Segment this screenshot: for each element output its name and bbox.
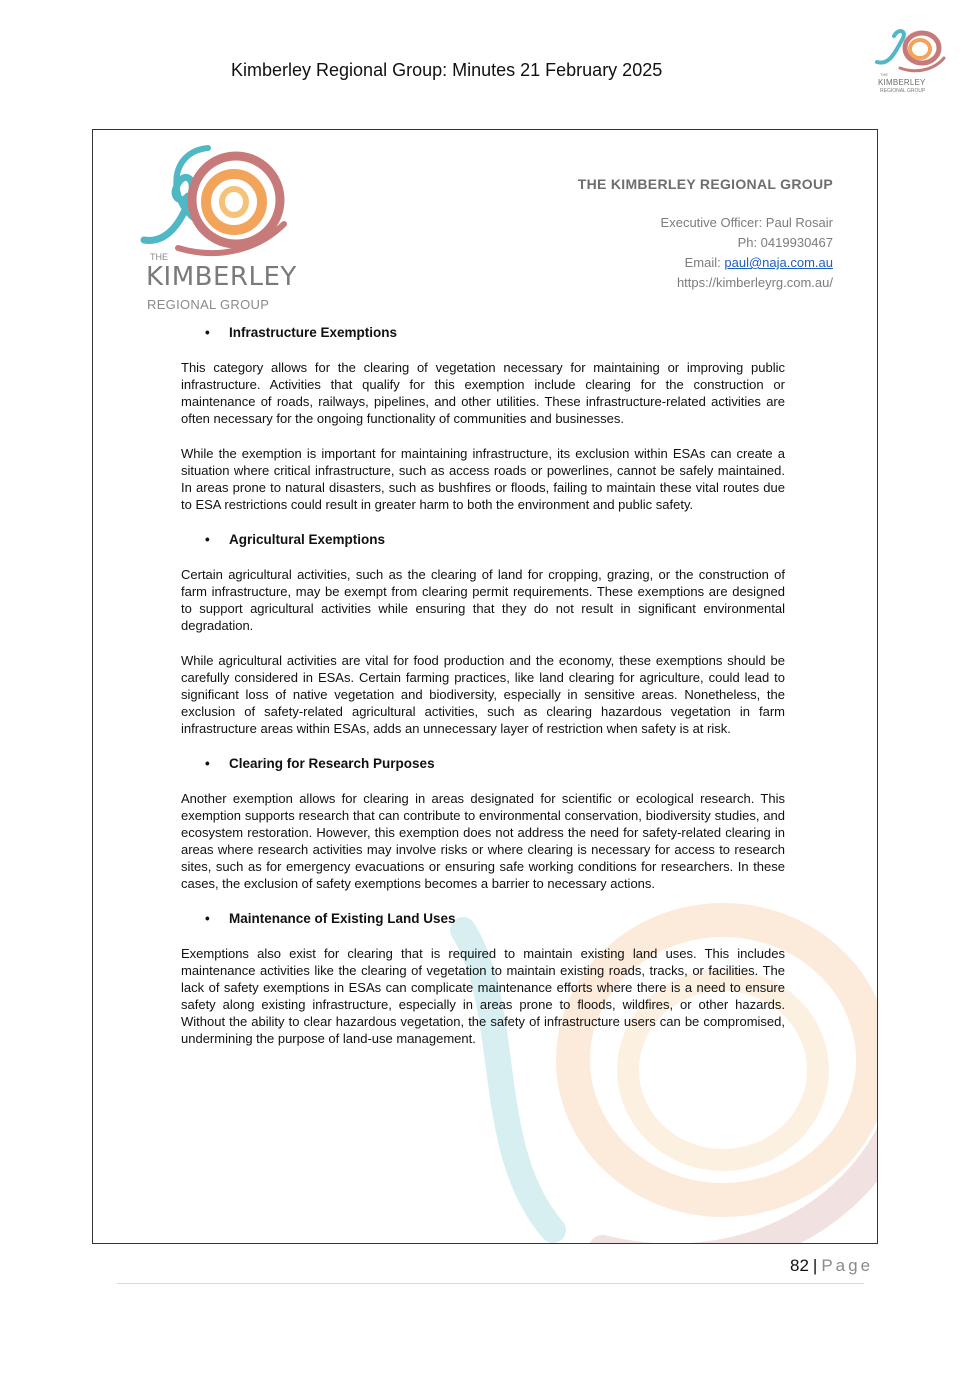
bullet-icon: • bbox=[205, 911, 210, 926]
page-header-title: Kimberley Regional Group: Minutes 21 February 2025 bbox=[231, 60, 663, 80]
header-logo-the: THE bbox=[880, 72, 888, 77]
section-heading bbox=[181, 324, 785, 341]
section-heading-text: Agricultural Exemptions bbox=[229, 532, 386, 547]
kimberley-swirl-logo-icon bbox=[872, 22, 952, 74]
paragraph: Another exemption allows for clearing in areas designated for scientific or ecological research. This exemption supports research that can contribute to environmental conservation, biodiversity studies, and ecosystem restoration. However, this exemption does not address the need for safety-related clearing in areas where research activities may involve risks or where clearing is necessary for access to research sites, such as for emergency evacuations or ensuring safe working conditions for researchers. In these cases, the exclusion of safety exemptions becomes a barrier to necessary actions. bbox=[181, 791, 785, 891]
org-logo bbox=[138, 140, 298, 310]
org-logo-sub: REGIONAL GROUP bbox=[147, 297, 270, 312]
section-heading-text: Maintenance of Existing Land Uses bbox=[229, 911, 456, 926]
org-logo-name: KIMBERLEY bbox=[146, 262, 297, 292]
header-logo-name: KIMBERLEY bbox=[878, 78, 926, 87]
bullet-icon: • bbox=[205, 325, 210, 340]
page-number bbox=[790, 1256, 873, 1276]
page-number-value: 82 bbox=[790, 1256, 809, 1275]
bullet-icon: • bbox=[205, 532, 210, 547]
header-logo-sub: REGIONAL GROUP bbox=[880, 88, 926, 94]
page-number-separator: | bbox=[812, 1256, 818, 1275]
contact-website[interactable]: https://kimberleyrg.com.au/ bbox=[676, 275, 833, 290]
section-heading bbox=[181, 531, 785, 548]
page-word: Page bbox=[821, 1256, 874, 1275]
contact-email-label: Email: bbox=[684, 255, 721, 270]
org-logo-the: THE bbox=[150, 252, 168, 262]
section-heading bbox=[181, 755, 785, 772]
section-heading-text: Clearing for Research Purposes bbox=[229, 756, 435, 771]
letter-frame bbox=[92, 129, 878, 1244]
contact-officer: Executive Officer: Paul Rosair bbox=[660, 215, 833, 230]
paragraph: While agricultural activities are vital for food production and the economy, these exemptions should be carefully considered in ESAs. Certain farming practices, like land clearing for agriculture, could lead to significant loss of native vegetation and biodiversity, especially in sensitive areas. Nonetheless, the exclusion of safety-related agricultural activities, such as clearing hazardous vegetation in farm infrastructure areas within ESAs, adds an unnecessary layer of restriction when safety is at risk. bbox=[181, 653, 785, 736]
body-text bbox=[181, 324, 785, 1065]
paragraph: While the exemption is important for maintaining infrastructure, its exclusion within ESAs can create a situation where critical infrastructure, such as access roads or powerlines, cannot be safely maintained. In areas prone to natural disasters, such as bushfires or floods, failing to maintain these vital routes due to ESA restrictions could result in greater harm to both the environment and public safety. bbox=[181, 446, 785, 512]
paragraph: This category allows for the clearing of vegetation necessary for maintaining or improving public infrastructure. Activities that qualify for this exemption include clearing for the construction or maintenance of roads, railways, pipelines, and other utilities. These infrastructure-related activities are often necessary for the ongoing functionality of communities and businesses. bbox=[181, 360, 785, 426]
contact-email-link[interactable]: paul@naja.com.au bbox=[724, 255, 833, 270]
contact-email-row bbox=[578, 253, 833, 273]
contact-phone: Ph: 0419930467 bbox=[737, 235, 833, 250]
kimberley-swirl-logo-icon bbox=[138, 140, 288, 260]
paragraph: Certain agricultural activities, such as the clearing of land for cropping, grazing, or the construction of farm infrastructure, may be exempt from clearing permit requirements. These exemptions are designed to support agricultural activities while ensuring that they do not result in significant environmental degradation. bbox=[181, 567, 785, 633]
paragraph: Exemptions also exist for clearing that is required to maintain existing land uses. This includes maintenance activities like the clearing of vegetation to maintain existing roads, tracks, or facilities. The lack of safety exemptions in ESAs can complicate maintenance efforts where there is a need to ensure safety along existing infrastructure, especially in areas prone to floods, wildfires, or other hazards. Without the ability to clear hazardous vegetation, the safety of infrastructure users can be compromised, undermining the purpose of land-use management. bbox=[181, 946, 785, 1046]
contact-org-name: THE KIMBERLEY REGIONAL GROUP bbox=[577, 176, 833, 192]
bullet-icon: • bbox=[205, 756, 210, 771]
contact-block bbox=[578, 174, 833, 293]
section-heading-text: Infrastructure Exemptions bbox=[229, 325, 398, 340]
footer-divider bbox=[117, 1283, 864, 1284]
section-heading bbox=[181, 910, 785, 927]
header-logo bbox=[872, 22, 952, 102]
